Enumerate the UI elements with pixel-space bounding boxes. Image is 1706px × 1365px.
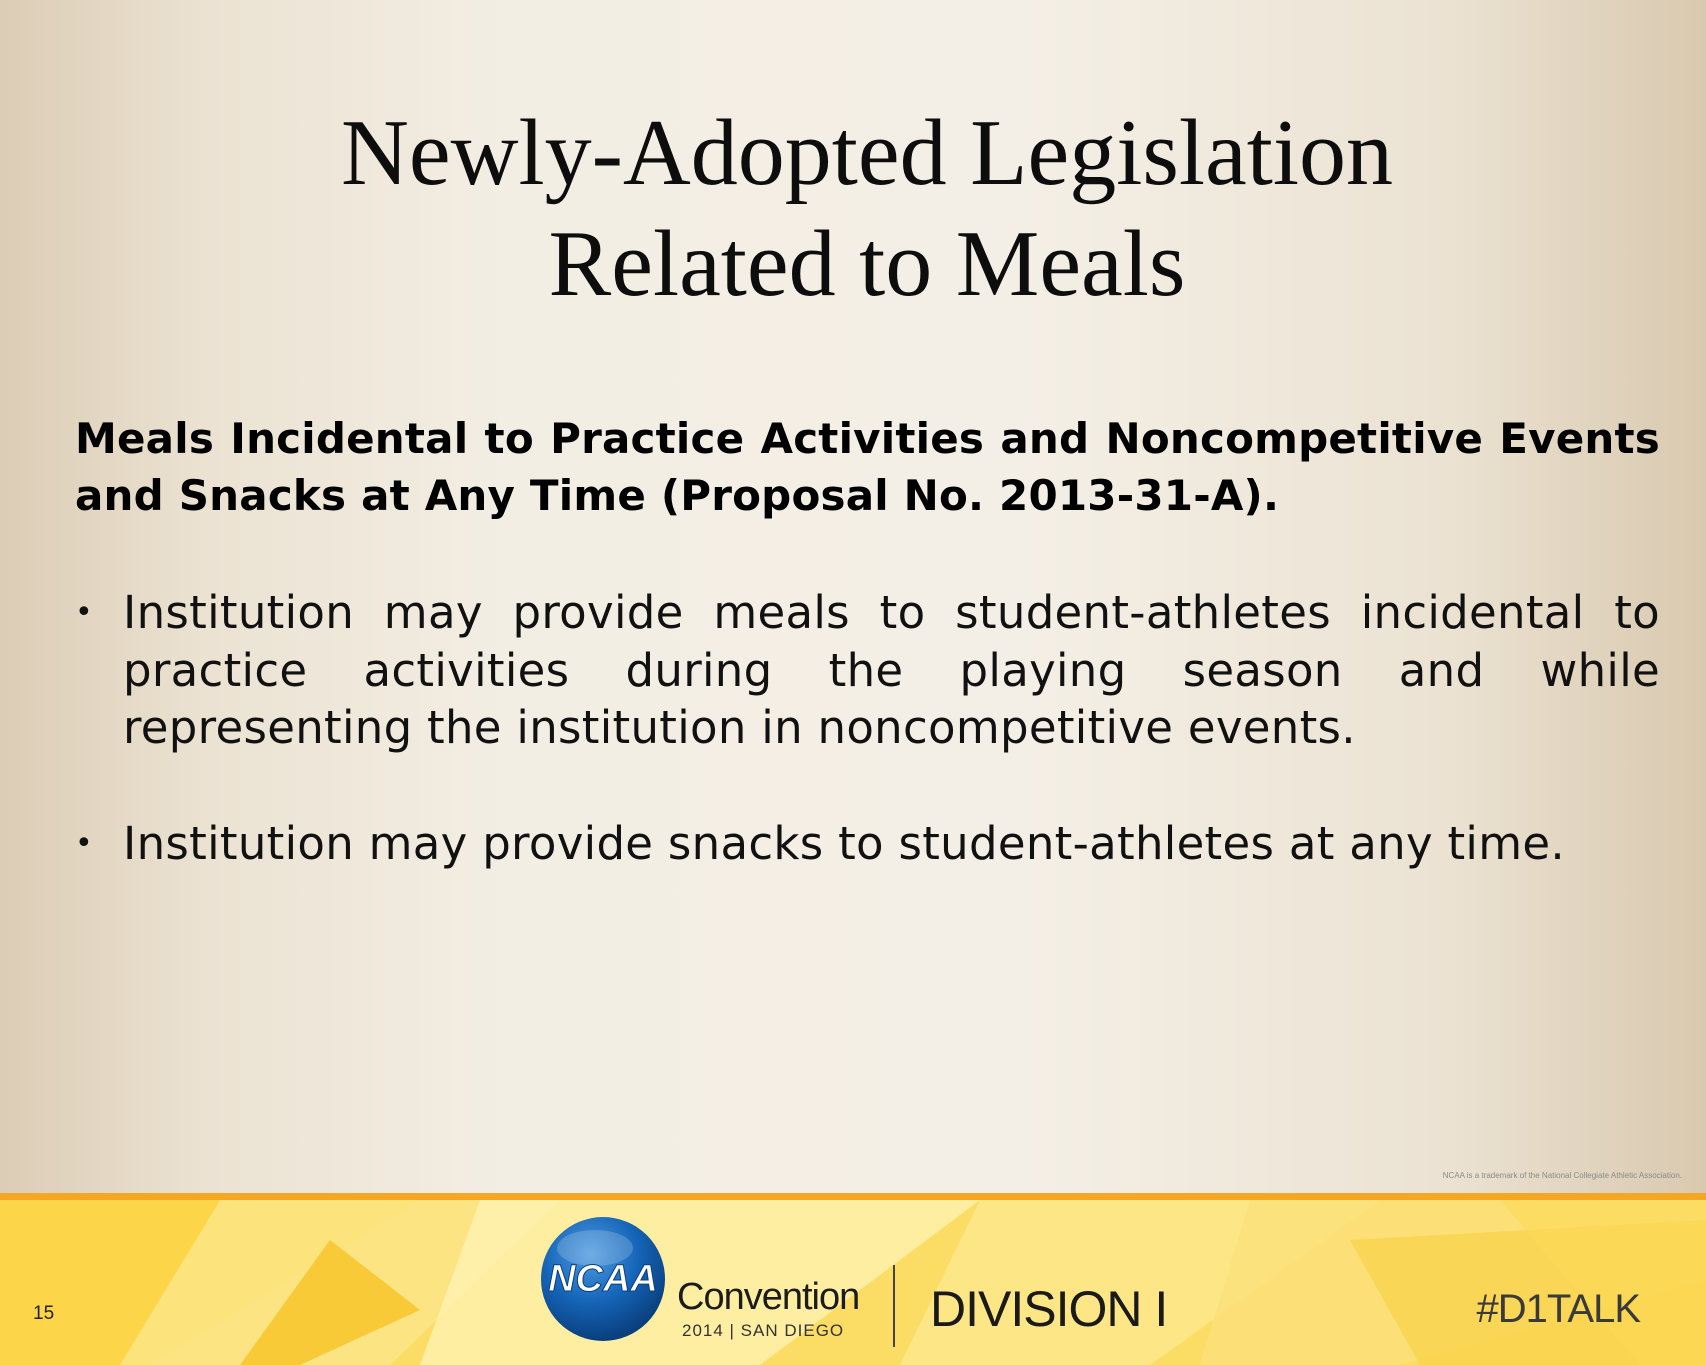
title-line-1: Newly-Adopted Legislation <box>340 101 1394 205</box>
division-label: DIVISION I <box>930 1281 1168 1337</box>
bullet-item <box>75 584 1660 757</box>
bullet-icon: • <box>75 595 93 630</box>
ncaa-logo-icon <box>540 1216 666 1342</box>
page-number: 15 <box>33 1303 55 1324</box>
trademark-notice: NCAA is a trademark of the National Collegiate Athletic Association. <box>1442 1171 1682 1180</box>
convention-label: Convention <box>677 1276 860 1318</box>
convention-subtitle: 2014 | SAN DIEGO <box>682 1321 845 1340</box>
proposal-heading: Meals Incidental to Practice Activities and Noncompetitive Events and Snacks at Any Time (Proposal No. 2013-31-A). <box>75 414 1660 520</box>
bullet-item <box>75 815 1660 873</box>
bullet-icon: • <box>75 825 93 861</box>
footer-divider <box>893 1265 895 1347</box>
bullet-list <box>75 584 1660 872</box>
footer-stripe <box>0 1193 1706 1200</box>
hashtag-label: #D1TALK <box>1476 1287 1640 1331</box>
ncaa-logo-text: NCAA <box>548 1258 658 1300</box>
slide-title <box>0 98 1706 320</box>
bullet-text: Institution may provide meals to student-athletes incidental to practice activities during the playing season and while representing the institution in noncompetitive events. <box>123 586 1660 754</box>
title-line-2: Related to Meals <box>548 212 1186 316</box>
bullet-text: Institution may provide snacks to student-athletes at any time. <box>123 816 1565 870</box>
slide-content <box>75 410 1660 872</box>
